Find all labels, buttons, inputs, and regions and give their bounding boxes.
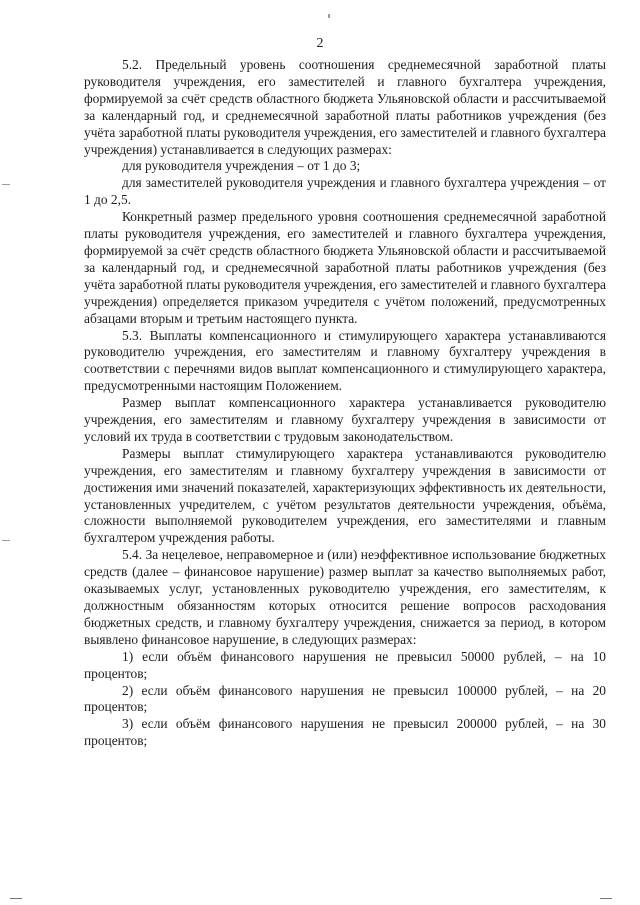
scan-artifact-mark — [2, 184, 10, 185]
scan-artifact-mark — [10, 898, 22, 899]
paragraph-5-3: 5.3. Выплаты компенсационного и стимулирующего характера устанавливаются руководителю учреждения, его заместителям и главному бухгалтеру учреждения в соответствии с перечнями видов выплат компенсационного и стимулирующего характера, предусмотренными настоящим Положением. — [84, 327, 606, 394]
paragraph-deputies-ratio: для заместителей руководителя учреждения и главного бухгалтера учреждения – от 1 до 2,5. — [84, 175, 606, 208]
paragraph-5-4: 5.4. За нецелевое, неправомерное и (или) неэффективное использование бюджетных средств (далее – финансовое нарушение) размер выплат за качество выполняемых работ, оказываемых услуг, установленных руководителю учреждения, его заместителям, к должностным обязанностям которых относится решение вопросов расходования бюджетных средств, и главному бухгалтеру учреждения, снижается за период, в котором выявлено финансовое нарушение, в следующих размерах: — [84, 547, 606, 647]
scan-artifact-mark — [328, 14, 330, 18]
list-item-2: 2) если объём финансового нарушения не превысил 100000 рублей, – на 20 процентов; — [84, 682, 606, 715]
paragraph-5-2: 5.2. Предельный уровень соотношения среднемесячной заработной платы руководителя учреждения, его заместителей и главного бухгалтера учреждения, формируемой за счёт средств областного бюджета Ульяновской области и рассчитываемой за календарный год, и среднемесячной заработной платы работников учреждения (без учёта заработной платы руководителя учреждения, его заместителей и главного бухгалтера учреждения) устанавливается в следующих размерах: — [84, 57, 606, 157]
list-item-3: 3) если объём финансового нарушения не превысил 200000 рублей, – на 30 процентов; — [84, 716, 606, 749]
scan-artifact-mark — [600, 898, 612, 899]
page-number: 2 — [316, 36, 324, 51]
paragraph-director-ratio: для руководителя учреждения – от 1 до 3; — [122, 158, 361, 174]
scan-artifact-mark — [2, 540, 10, 541]
paragraph-compensation-payments: Размер выплат компенсационного характера устанавливается руководителю учреждения, его заместителям и главному бухгалтеру учреждения в зависимости от условий их труда в соответствии с трудовым законодательством. — [84, 395, 606, 444]
paragraph-incentive-payments: Размеры выплат стимулирующего характера устанавливаются руководителю учреждения, его заместителям и главному бухгалтеру учреждения в зависимости от достижения ими значений показателей, характеризующих эффективность их деятельности, установленных учредителем, с учётом результатов деятельности учреждения, объёма, сложности выполняемой руководителем учреждения, его заместителями и главным бухгалтером учреждения работы. — [84, 445, 607, 546]
document-body — [84, 57, 606, 750]
paragraph-specific-ratio: Конкретный размер предельного уровня соотношения среднемесячной заработной платы руководителя учреждения, его заместителей и главного бухгалтера учреждения, формируемой за счёт средств областного бюджета Ульяновской области и рассчитываемой за календарный год, и среднемесячной заработной платы работников учреждения (без учёта заработной платы руководителя учреждения, его заместителей и главного бухгалтера учреждения) определяется приказом учредителя с учётом положений, предусмотренных абзацами вторым и третьим настоящего пункта. — [84, 209, 606, 326]
list-item-1: 1) если объём финансового нарушения не превысил 50000 рублей, – на 10 процентов; — [84, 648, 606, 681]
